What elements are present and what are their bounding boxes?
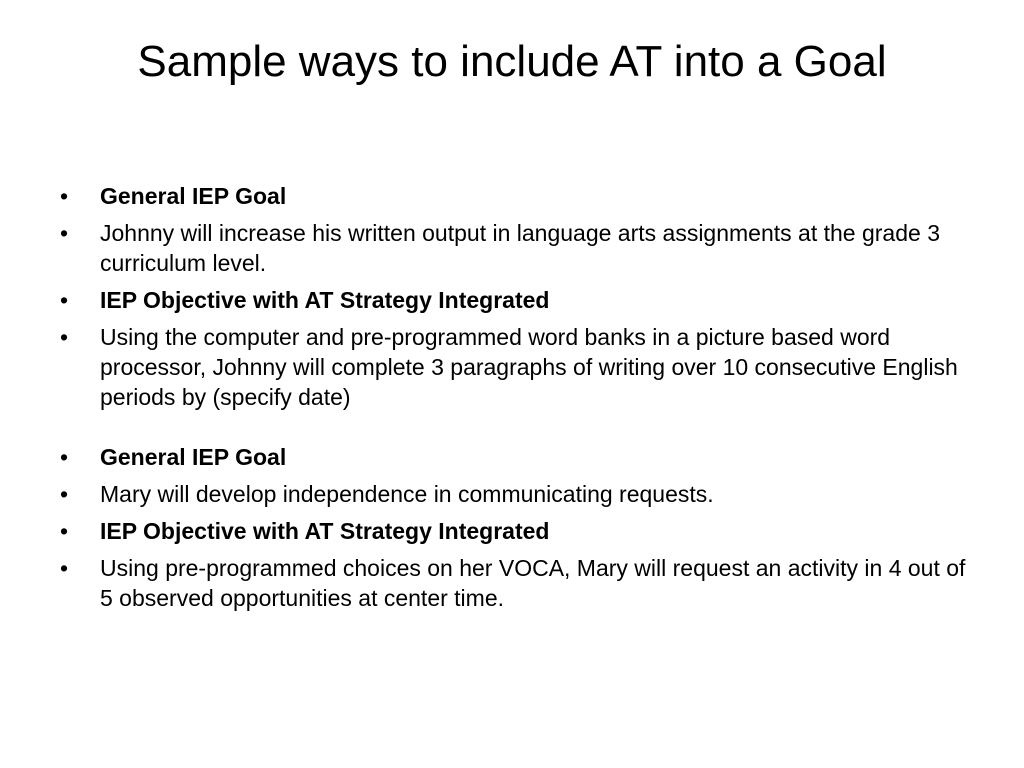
- bullet-icon: •: [60, 555, 69, 581]
- list-item: [60, 181, 970, 211]
- list-item: [60, 516, 970, 546]
- bullet-icon: •: [60, 518, 69, 544]
- goal-heading: General IEP Goal: [100, 183, 287, 209]
- list-item: [60, 442, 970, 472]
- list-item: [60, 479, 970, 509]
- bullet-icon: •: [60, 220, 69, 246]
- objective-heading: IEP Objective with AT Strategy Integrated: [100, 287, 550, 313]
- objective-text: Using pre-programmed choices on her VOCA, Mary will request an activity in 4 out of 5 observed opportunities at center time.: [100, 555, 966, 611]
- bullet-icon: •: [60, 287, 69, 313]
- bullet-list: [60, 181, 970, 620]
- list-item: [60, 322, 970, 412]
- bullet-icon: •: [60, 324, 69, 350]
- goal-text: Mary will develop independence in communicating requests.: [100, 481, 714, 507]
- bullet-icon: •: [60, 481, 69, 507]
- list-item: [60, 553, 970, 613]
- list-item: [60, 285, 970, 315]
- goal-heading: General IEP Goal: [100, 444, 287, 470]
- bullet-icon: •: [60, 183, 69, 209]
- bullet-icon: •: [60, 444, 69, 470]
- goal-text: Johnny will increase his written output in language arts assignments at the grade 3 curriculum level.: [100, 220, 940, 276]
- slide-title: Sample ways to include AT into a Goal: [137, 37, 887, 86]
- objective-text: Using the computer and pre-programmed word banks in a picture based word processor, Johnny will complete 3 paragraphs of writing over 10 consecutive English periods by (specify date): [100, 324, 958, 410]
- objective-heading: IEP Objective with AT Strategy Integrated: [100, 518, 550, 544]
- list-item: [60, 218, 970, 278]
